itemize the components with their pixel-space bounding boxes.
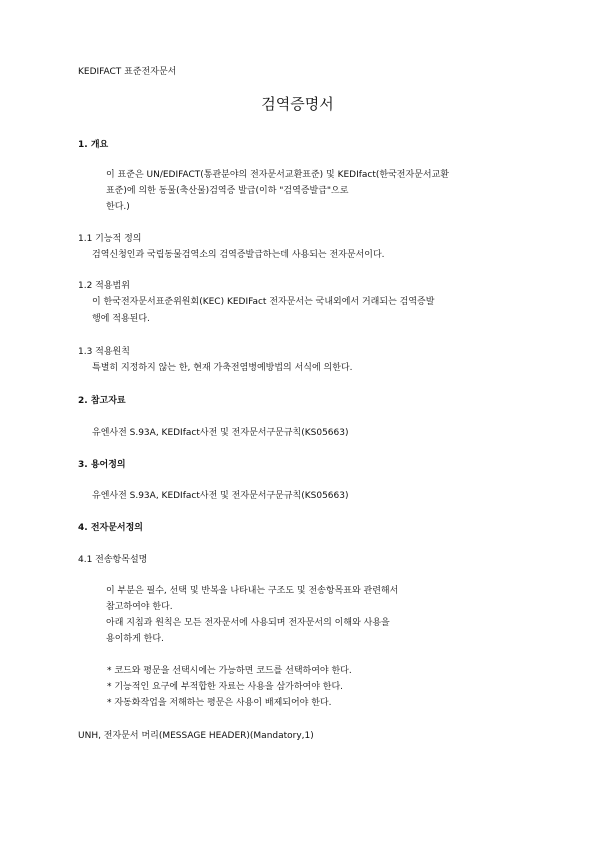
section-1-2-text-line-1: 이 한국전자문서표준위원회(KEC) KEDIFact 전자문서는 국내외에서 거래되는 검역증발 (92, 297, 435, 307)
section-1-2-text-line-2: 행에 적용된다. (92, 314, 150, 324)
section-1-intro-line-1: 이 표준은 UN/EDIFACT(통관분야의 전자문서교환표준) 및 KEDIfact(한국전자문서교환 (106, 170, 449, 180)
section-4-1-heading: 4.1 전송항목설명 (78, 555, 148, 565)
section-4-heading: 4. 전자문서정의 (78, 523, 143, 533)
section-4-1-para-2-line-1: 아래 지침과 원칙은 모든 전자문서에 사용되며 전자문서의 이해와 사용을 (106, 618, 390, 628)
guideline-bullet: * 코드와 평문을 선택시에는 가능하면 코드를 선택하여야 한다. (107, 666, 352, 676)
unh-segment-line: UNH, 전자문서 머리(MESSAGE HEADER)(Mandatory,1) (78, 731, 314, 741)
section-4-1-para-1-line-1: 이 부분은 필수, 선택 및 반복을 나타내는 구조도 및 전송항목표와 관련해서 (106, 586, 399, 596)
guideline-bullet: * 기능적인 요구에 부적합한 자료는 사용을 삼가하여야 한다. (107, 682, 344, 692)
section-3-text: 유엔사전 S.93A, KEDIfact사전 및 전자문서구문규칙(KS05663) (92, 491, 349, 501)
section-1-3-text: 특별히 지정하지 않는 한, 현재 가축전염병예방법의 서식에 의한다. (92, 363, 353, 373)
section-4-1-para-2-line-2: 용이하게 한다. (106, 634, 164, 644)
section-1-3-heading: 1.3 적용원칙 (78, 347, 130, 357)
section-2-text: 유엔사전 S.93A, KEDIfact사전 및 전자문서구문규칙(KS05663) (92, 428, 349, 438)
guideline-bullet: * 자동화작업을 저해하는 평문은 사용이 배제되어야 한다. (107, 698, 332, 708)
section-1-2-heading: 1.2 적용범위 (78, 281, 130, 291)
section-1-intro-line-3: 한다.) (106, 202, 130, 212)
document-title: 검역증명서 (261, 95, 334, 113)
section-4-1-para-1-line-2: 참고하여야 한다. (106, 602, 173, 612)
document-header: KEDIFACT 표준전자문서 (78, 67, 177, 77)
section-1-1-heading: 1.1 기능적 정의 (78, 234, 142, 244)
section-3-heading: 3. 용어정의 (78, 460, 126, 470)
section-1-heading: 1. 개요 (78, 140, 109, 150)
section-2-heading: 2. 참고자료 (78, 396, 126, 406)
section-1-1-text: 검역신청인과 국립동물검역소의 검역증발급하는데 사용되는 전자문서이다. (92, 250, 385, 260)
section-1-intro-line-2: 표준)에 의한 동물(축산물)검역증 발급(이하 "검역증발급"으로 (106, 186, 349, 196)
